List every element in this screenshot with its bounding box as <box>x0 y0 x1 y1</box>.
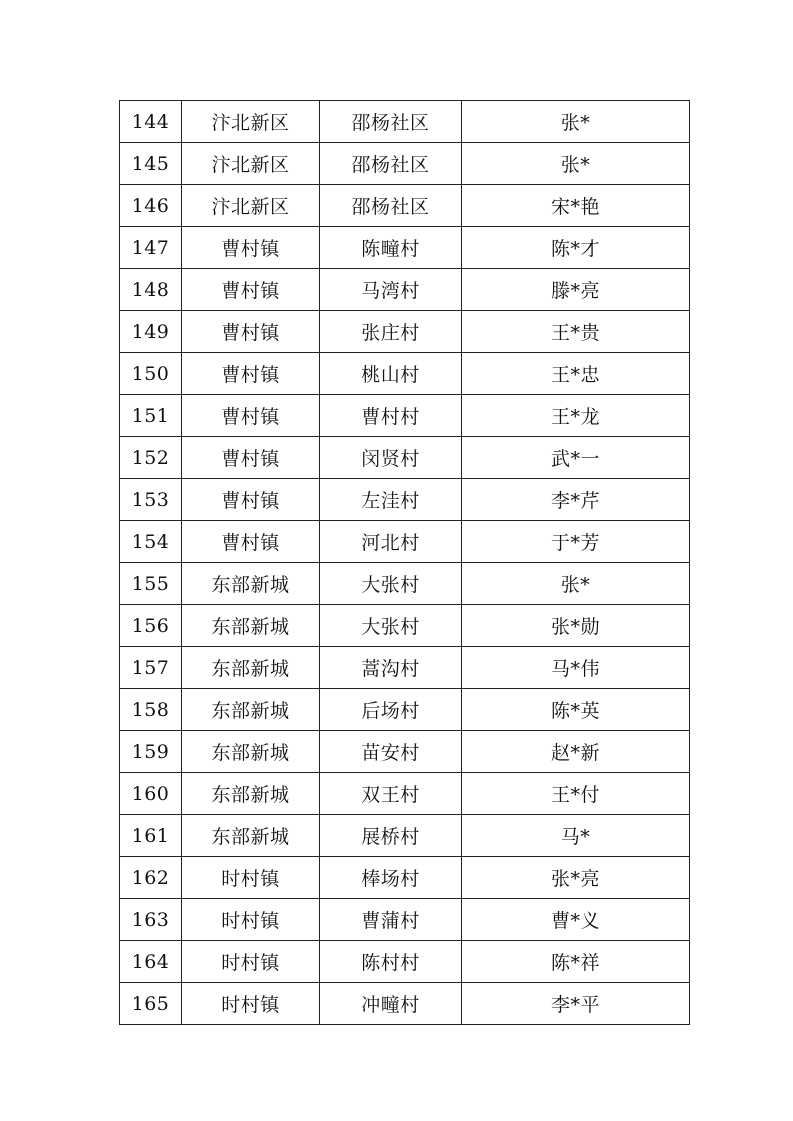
town-cell: 东部新城 <box>182 647 320 689</box>
person-name-cell: 张* <box>462 563 690 605</box>
row-number-cell: 157 <box>120 647 182 689</box>
person-name-cell: 王*贵 <box>462 311 690 353</box>
table-row <box>120 941 690 983</box>
row-number-cell: 151 <box>120 395 182 437</box>
table-row <box>120 647 690 689</box>
person-name-cell: 武*一 <box>462 437 690 479</box>
village-cell: 冲疃村 <box>320 983 462 1025</box>
row-number-cell: 163 <box>120 899 182 941</box>
person-name-cell: 马* <box>462 815 690 857</box>
person-name-cell: 马*伟 <box>462 647 690 689</box>
table-row <box>120 353 690 395</box>
table-row <box>120 815 690 857</box>
person-name-cell: 张* <box>462 143 690 185</box>
village-cell: 张庄村 <box>320 311 462 353</box>
town-cell: 时村镇 <box>182 983 320 1025</box>
village-cell: 大张村 <box>320 563 462 605</box>
village-cell: 曹蒲村 <box>320 899 462 941</box>
table-row <box>120 773 690 815</box>
village-cell: 曹村村 <box>320 395 462 437</box>
person-name-cell: 李*芹 <box>462 479 690 521</box>
village-cell: 马湾村 <box>320 269 462 311</box>
person-name-cell: 张*亮 <box>462 857 690 899</box>
village-cell: 左洼村 <box>320 479 462 521</box>
table-row <box>120 227 690 269</box>
town-cell: 曹村镇 <box>182 227 320 269</box>
table-row <box>120 185 690 227</box>
table-row <box>120 269 690 311</box>
village-cell: 苗安村 <box>320 731 462 773</box>
town-cell: 东部新城 <box>182 563 320 605</box>
person-name-cell: 陈*英 <box>462 689 690 731</box>
town-cell: 时村镇 <box>182 941 320 983</box>
town-cell: 东部新城 <box>182 605 320 647</box>
town-cell: 曹村镇 <box>182 395 320 437</box>
table-row <box>120 563 690 605</box>
town-cell: 汴北新区 <box>182 185 320 227</box>
person-name-cell: 曹*义 <box>462 899 690 941</box>
row-number-cell: 156 <box>120 605 182 647</box>
person-name-cell: 于*芳 <box>462 521 690 563</box>
row-number-cell: 152 <box>120 437 182 479</box>
village-cell: 陈疃村 <box>320 227 462 269</box>
row-number-cell: 160 <box>120 773 182 815</box>
table-row <box>120 101 690 143</box>
table-row <box>120 395 690 437</box>
town-cell: 时村镇 <box>182 899 320 941</box>
table-row <box>120 143 690 185</box>
row-number-cell: 144 <box>120 101 182 143</box>
table-row <box>120 521 690 563</box>
table-row <box>120 479 690 521</box>
row-number-cell: 164 <box>120 941 182 983</box>
table-row <box>120 983 690 1025</box>
town-cell: 时村镇 <box>182 857 320 899</box>
row-number-cell: 147 <box>120 227 182 269</box>
row-number-cell: 153 <box>120 479 182 521</box>
person-name-cell: 赵*新 <box>462 731 690 773</box>
town-cell: 曹村镇 <box>182 437 320 479</box>
person-name-cell: 李*平 <box>462 983 690 1025</box>
table-row <box>120 437 690 479</box>
person-name-cell: 张* <box>462 101 690 143</box>
person-name-cell: 陈*祥 <box>462 941 690 983</box>
village-cell: 邵杨社区 <box>320 185 462 227</box>
person-name-cell: 滕*亮 <box>462 269 690 311</box>
town-cell: 曹村镇 <box>182 479 320 521</box>
town-cell: 汴北新区 <box>182 143 320 185</box>
town-cell: 东部新城 <box>182 731 320 773</box>
town-cell: 东部新城 <box>182 689 320 731</box>
town-cell: 曹村镇 <box>182 521 320 563</box>
person-name-cell: 张*勋 <box>462 605 690 647</box>
row-number-cell: 150 <box>120 353 182 395</box>
person-name-cell: 宋*艳 <box>462 185 690 227</box>
village-cell: 大张村 <box>320 605 462 647</box>
town-cell: 曹村镇 <box>182 353 320 395</box>
village-cell: 河北村 <box>320 521 462 563</box>
roster-table-body <box>120 101 690 1025</box>
table-row <box>120 311 690 353</box>
village-cell: 陈村村 <box>320 941 462 983</box>
village-cell: 邵杨社区 <box>320 143 462 185</box>
town-cell: 曹村镇 <box>182 311 320 353</box>
village-cell: 桃山村 <box>320 353 462 395</box>
village-cell: 闵贤村 <box>320 437 462 479</box>
table-row <box>120 899 690 941</box>
table-row <box>120 731 690 773</box>
row-number-cell: 146 <box>120 185 182 227</box>
town-cell: 东部新城 <box>182 815 320 857</box>
table-row <box>120 857 690 899</box>
row-number-cell: 155 <box>120 563 182 605</box>
table-row <box>120 689 690 731</box>
person-name-cell: 王*付 <box>462 773 690 815</box>
town-cell: 曹村镇 <box>182 269 320 311</box>
person-name-cell: 王*忠 <box>462 353 690 395</box>
village-cell: 棒场村 <box>320 857 462 899</box>
town-cell: 汴北新区 <box>182 101 320 143</box>
town-cell: 东部新城 <box>182 773 320 815</box>
row-number-cell: 158 <box>120 689 182 731</box>
row-number-cell: 159 <box>120 731 182 773</box>
row-number-cell: 145 <box>120 143 182 185</box>
row-number-cell: 154 <box>120 521 182 563</box>
roster-table <box>119 100 690 1025</box>
row-number-cell: 148 <box>120 269 182 311</box>
village-cell: 双王村 <box>320 773 462 815</box>
row-number-cell: 149 <box>120 311 182 353</box>
village-cell: 邵杨社区 <box>320 101 462 143</box>
person-name-cell: 陈*才 <box>462 227 690 269</box>
table-row <box>120 605 690 647</box>
person-name-cell: 王*龙 <box>462 395 690 437</box>
row-number-cell: 161 <box>120 815 182 857</box>
village-cell: 后场村 <box>320 689 462 731</box>
row-number-cell: 165 <box>120 983 182 1025</box>
village-cell: 蒿沟村 <box>320 647 462 689</box>
village-cell: 展桥村 <box>320 815 462 857</box>
row-number-cell: 162 <box>120 857 182 899</box>
